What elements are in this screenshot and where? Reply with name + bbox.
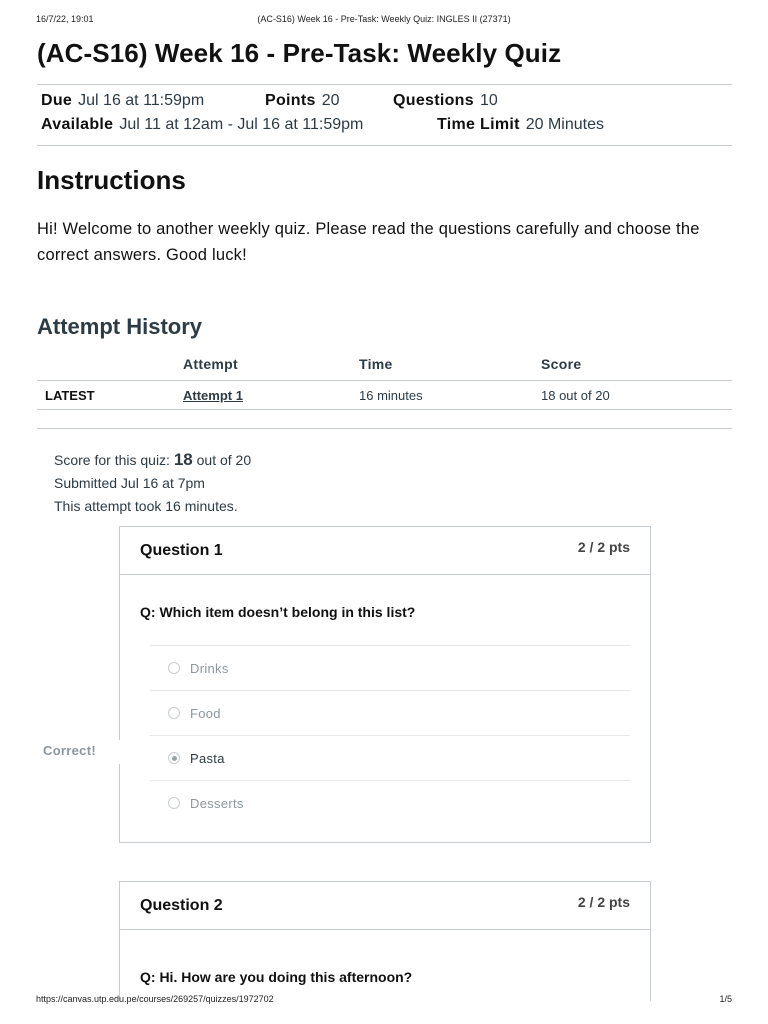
points-label: Points [265, 92, 316, 109]
page-title: (AC-S16) Week 16 - Pre-Task: Weekly Quiz [37, 38, 562, 68]
available-cell [41, 116, 363, 134]
quiz-summary [54, 448, 251, 518]
points-cell [265, 92, 340, 110]
due-cell [41, 92, 204, 110]
due-value: Jul 16 at 11:59pm [78, 92, 205, 109]
radio-button[interactable] [168, 797, 180, 809]
instructions-heading: Instructions [37, 165, 186, 195]
instructions-text: Hi! Welcome to another weekly quiz. Please read the questions carefully and choose the correct answers. Good luck! [37, 220, 700, 264]
score-prefix: Score for this quiz: [54, 452, 170, 468]
question-1-card [119, 526, 651, 843]
due-label: Due [41, 92, 73, 109]
submitted-line: Submitted Jul 16 at 7pm [54, 475, 205, 491]
attempt-1-link[interactable]: Attempt 1 [183, 388, 243, 403]
question-header [120, 527, 650, 575]
print-date: 16/7/22, 19:01 [36, 14, 94, 24]
time-limit-value: 20 Minutes [525, 116, 604, 133]
score-value: 18 [173, 450, 193, 469]
column-header-score: Score [541, 356, 582, 372]
answer-option-selected[interactable] [150, 735, 630, 780]
answer-label: Desserts [190, 796, 244, 811]
questions-value: 10 [479, 92, 498, 109]
attempt-history-heading: Attempt History [37, 314, 203, 339]
table-row [37, 380, 732, 410]
print-url: https://canvas.utp.edu.pe/courses/269257/quizzes/1972702 [36, 994, 274, 1004]
column-header-attempt: Attempt [183, 356, 238, 372]
column-header-time: Time [359, 356, 393, 372]
question-points: 2 / 2 pts [577, 539, 630, 555]
question-points: 2 / 2 pts [577, 894, 630, 910]
page-number: 1/5 [719, 994, 732, 1004]
question-2-card [119, 881, 651, 1001]
print-document-title: (AC-S16) Week 16 - Pre-Task: Weekly Quiz: INGLES II (27371) [257, 14, 511, 24]
attempt-time: 16 minutes [359, 388, 423, 403]
answer-option[interactable] [150, 780, 630, 825]
radio-button[interactable] [168, 662, 180, 674]
question-title: Question 1 [140, 542, 223, 559]
print-footer [36, 994, 732, 1008]
print-header [36, 14, 732, 28]
question-text: Q: Hi. How are you doing this afternoon? [140, 969, 413, 985]
answer-label: Pasta [190, 751, 225, 766]
score-suffix: out of 20 [196, 452, 252, 468]
radio-button-checked[interactable] [168, 752, 180, 764]
correct-flag: Correct! [37, 740, 127, 764]
questions-cell [393, 92, 498, 110]
question-header [120, 882, 650, 930]
time-limit-label: Time Limit [437, 116, 520, 133]
answer-label: Food [190, 706, 221, 721]
duration-line: This attempt took 16 minutes. [54, 498, 238, 514]
available-label: Available [41, 116, 114, 133]
questions-label: Questions [393, 92, 474, 109]
answer-label: Drinks [190, 661, 229, 676]
points-value: 20 [321, 92, 340, 109]
score-line [54, 448, 251, 472]
available-value: Jul 11 at 12am - Jul 16 at 11:59pm [119, 116, 364, 133]
divider [37, 428, 732, 429]
time-limit-cell [437, 116, 604, 134]
question-text: Q: Which item doesn’t belong in this list? [140, 604, 416, 620]
question-title: Question 2 [140, 897, 223, 914]
radio-button[interactable] [168, 707, 180, 719]
answer-option[interactable] [150, 645, 630, 690]
attempt-score: 18 out of 20 [541, 388, 610, 403]
quiz-meta [37, 84, 732, 146]
answer-option[interactable] [150, 690, 630, 735]
answer-list [150, 645, 630, 825]
latest-tag: LATEST [45, 388, 95, 403]
